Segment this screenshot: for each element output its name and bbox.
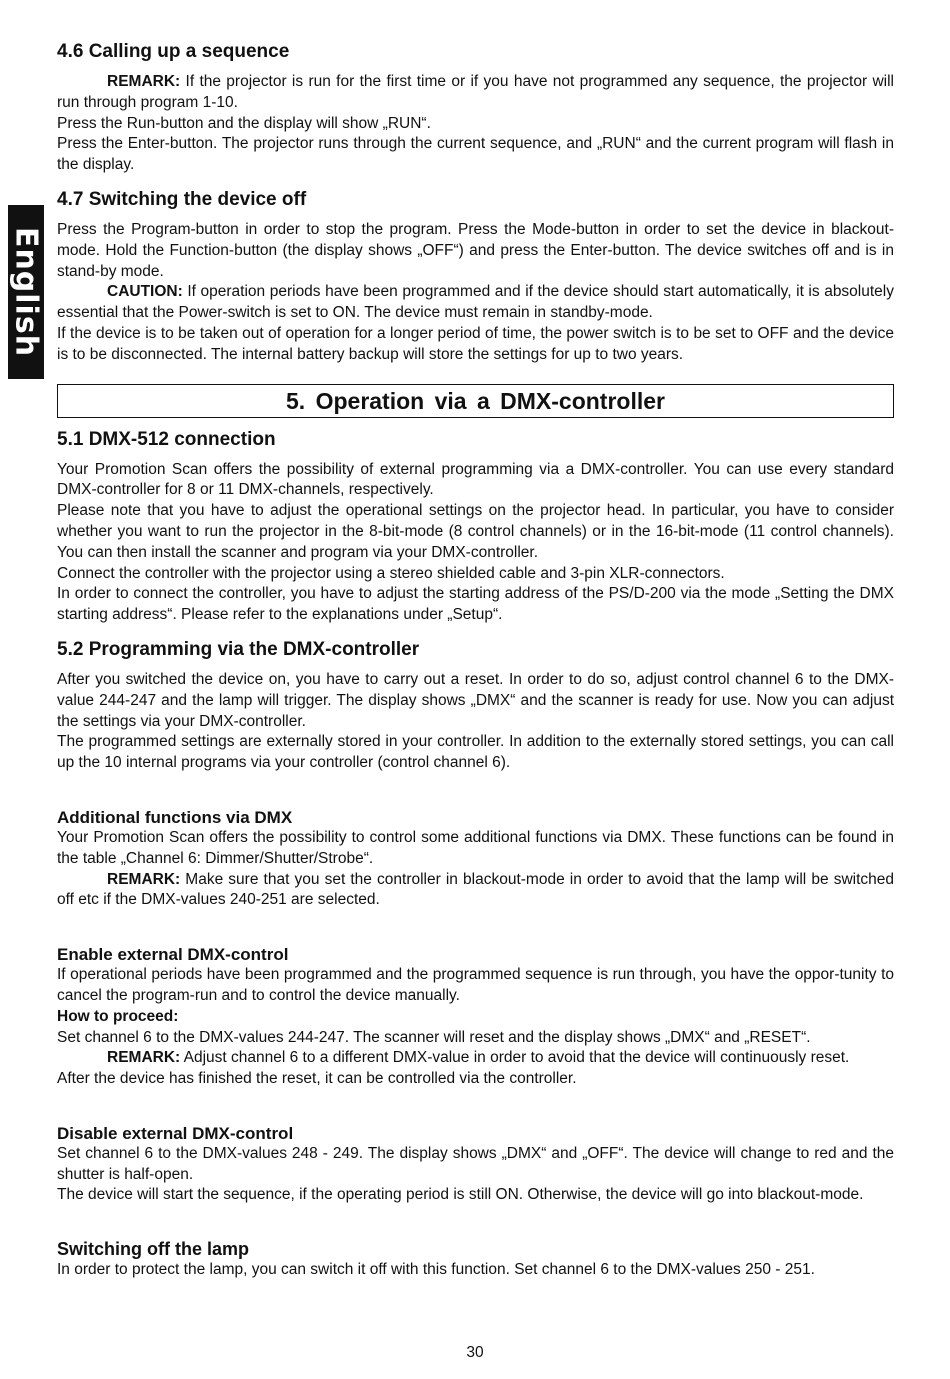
how-to-proceed: [57, 1007, 894, 1028]
paragraph: Press the Program-button in order to stop the program. Press the Mode-button in order to set the device in blackout-mode. Hold the Function-button (the display shows „OFF“) and press the Enter-button. The device switches off and is in stand-by mode.: [57, 220, 894, 280]
section-disable-dmx: [57, 1123, 894, 1206]
heading-4-6: 4.6 Calling up a sequence: [57, 41, 290, 62]
section-5-1: [57, 428, 894, 626]
remark-enable: [57, 1048, 894, 1069]
remark-additional: [57, 870, 894, 912]
caution-4-7: [57, 282, 894, 324]
how-to-proceed-label: How to proceed:: [57, 1007, 179, 1025]
section-4-7: [57, 188, 894, 366]
paragraph: Please note that you have to adjust the operational settings on the projector head. In particular, you have to consider whether you want to run the projector in the 8-bit-mode (8 control channels) or in the 16-bit-mode (11 control channels). You can then install the scanner and program via your DMX-controller.: [57, 502, 894, 561]
page-content: [57, 40, 894, 1293]
section-5-2: [57, 638, 894, 774]
paragraph: Set channel 6 to the DMX-values 244-247. The scanner will reset and the display shows „DMX“ and „RESET“.: [57, 1028, 811, 1046]
paragraph: After you switched the device on, you have to carry out a reset. In order to do so, adjust control channel 6 to the DMX-value 244-247 and the lamp will trigger. The display shows „DMX“ and the scanner is ready for use. Now you can adjust the settings via your DMX-controller.: [57, 670, 894, 730]
paragraph: In order to connect the controller, you have to adjust the starting address of the PS/D-200 via the mode „Setting the DMX starting address“. Please refer to the explanations under „Setup“.: [57, 585, 894, 624]
paragraph: The programmed settings are externally stored in your controller. In addition to the externally stored settings, you can call up the 10 internal programs via your controller (control channel 6).: [57, 733, 894, 772]
paragraph: If the device is to be taken out of operation for a longer period of time, the power switch is to be set to OFF and the device is to be disconnected. The internal battery backup will store the settings for up to two years.: [57, 324, 894, 363]
caution-text: If operation periods have been programmed and if the device should start automatically, it is absolutely essential that the Power-switch is set to ON. The device must remain in standby-mode.: [57, 283, 894, 322]
paragraph: In order to protect the lamp, you can switch it off with this function. Set channel 6 to the DMX-values 250 - 251.: [57, 1261, 815, 1279]
paragraph: Your Promotion Scan offers the possibility to control some additional functions via DMX. These functions can be found in the table „Channel 6: Dimmer/Shutter/Strobe“.: [57, 828, 894, 867]
paragraph: Press the Enter-button. The projector runs through the current sequence, and „RUN“ and the current program will flash in the display.: [57, 135, 894, 174]
heading-enable-dmx: Enable external DMX-control: [57, 945, 289, 965]
heading-4-7: 4.7 Switching the device off: [57, 188, 307, 210]
heading-5-1: 5.1 DMX-512 connection: [57, 428, 276, 450]
section-enable-dmx: [57, 944, 894, 1090]
paragraph: Set channel 6 to the DMX-values 248 - 249. The display shows „DMX“ and „OFF“. The device will change to red and the shutter is half-open.: [57, 1144, 894, 1183]
heading-disable-dmx: Disable external DMX-control: [57, 1123, 294, 1143]
heading-additional-functions: Additional functions via DMX: [57, 807, 293, 827]
remark-label: REMARK:: [107, 870, 181, 888]
paragraph: If operational periods have been programmed and the programmed sequence is run through, you have the oppor-tunity to cancel the program-run and to control the device manually.: [57, 966, 894, 1004]
remark-text: Adjust channel 6 to a different DMX-value in order to avoid that the device will continuously reset.: [180, 1049, 850, 1067]
remark-label: REMARK:: [107, 73, 181, 90]
section-4-6: [57, 40, 894, 176]
paragraph: Your Promotion Scan offers the possibility of external programming via a DMX-controller. You can use every standard DMX-controller for 8 or 11 DMX-channels, respectively.: [57, 460, 894, 499]
paragraph: Connect the controller with the projector using a stereo shielded cable and 3-pin XLR-connectors.: [57, 564, 725, 582]
paragraph: After the device has finished the reset, it can be controlled via the controller.: [57, 1070, 577, 1088]
heading-lamp-off: Switching off the lamp: [57, 1239, 249, 1260]
chapter-title-box: 5. Operation via a DMX-controller: [57, 384, 894, 418]
remark-label: REMARK:: [107, 1049, 181, 1067]
language-tab-label: English: [8, 226, 44, 358]
remark-text: If the projector is run for the first time or if you have not programmed any sequence, the projector will run through program 1-10.: [57, 73, 894, 111]
language-tab: [8, 205, 44, 379]
paragraph: The device will start the sequence, if the operating period is still ON. Otherwise, the device will go into blackout-mode.: [57, 1186, 864, 1204]
remark-4-6: [57, 72, 894, 114]
heading-5-2: 5.2 Programming via the DMX-controller: [57, 638, 420, 660]
paragraph: Press the Run-button and the display will show „RUN“.: [57, 114, 431, 132]
section-additional-functions: [57, 807, 894, 911]
section-lamp-off: [57, 1239, 894, 1281]
page-number: 30: [466, 1344, 484, 1361]
remark-text: Make sure that you set the controller in blackout-mode in order to avoid that the lamp will be switched off etc if the DMX-values 240-251 are selected.: [57, 870, 894, 909]
caution-label: CAUTION:: [107, 283, 183, 301]
